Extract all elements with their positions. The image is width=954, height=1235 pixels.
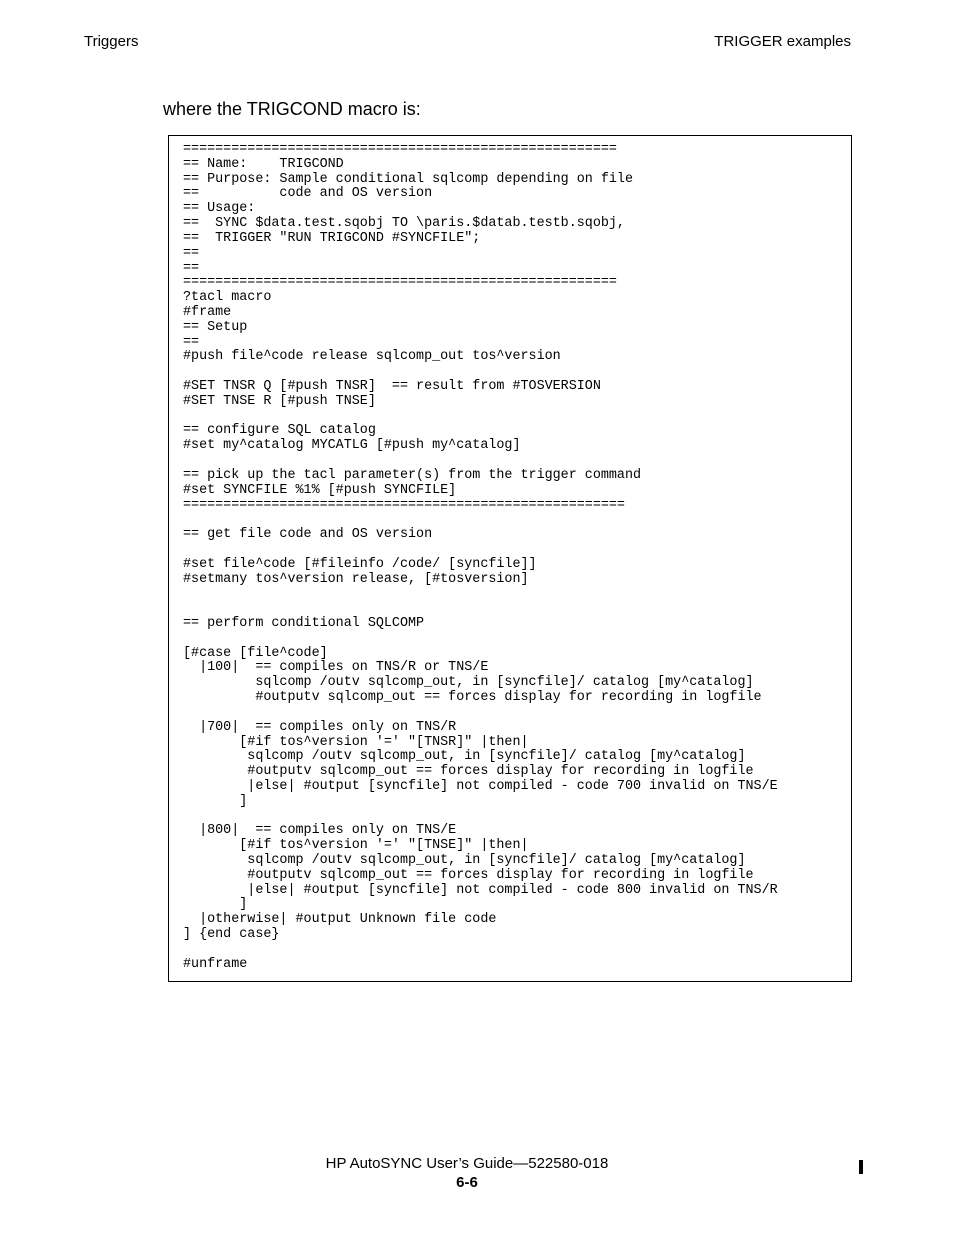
code-line: [#if tos^version '=' "[TNSE]" |then| <box>183 838 529 854</box>
code-line: #set my^catalog MYCATLG [#push my^catalog] <box>183 438 521 454</box>
code-line: == SYNC $data.test.sqobj TO \paris.$datab.testb.sqobj, <box>183 216 625 232</box>
running-header-topic: TRIGGER examples <box>714 33 851 50</box>
code-line: #unframe <box>183 956 248 972</box>
code-line: == get file code and OS version <box>183 527 433 543</box>
code-line: == Purpose: Sample conditional sqlcomp depending on file <box>183 171 633 187</box>
code-line: ====================================================== <box>183 275 617 291</box>
code-line: == pick up the tacl parameter(s) from the trigger command <box>183 467 642 483</box>
code-line: |otherwise| #output Unknown file code <box>183 912 497 928</box>
footer-page-number: 6-6 <box>456 1174 478 1191</box>
code-line: == Usage: <box>183 201 256 217</box>
code-line: == TRIGGER "RUN TRIGCOND #SYNCFILE"; <box>183 230 481 246</box>
code-line: sqlcomp /outv sqlcomp_out, in [syncfile]/ catalog [my^catalog] <box>183 675 754 691</box>
code-line: ======================================================= <box>183 497 625 513</box>
code-line: #set file^code [#fileinfo /code/ [syncfile]] <box>183 556 537 572</box>
code-line: == configure SQL catalog <box>183 423 376 439</box>
footer-guide-title: HP AutoSYNC User’s Guide—522580-018 <box>325 1155 609 1172</box>
code-line: #frame <box>183 304 232 320</box>
change-bar-marker <box>859 1160 863 1174</box>
code-line: == <box>183 260 200 276</box>
code-line: |700| == compiles only on TNS/R <box>183 719 457 735</box>
code-line: #outputv sqlcomp_out == forces display for recording in logfile <box>183 690 762 706</box>
code-line: |else| #output [syncfile] not compiled - code 800 invalid on TNS/R <box>183 882 778 898</box>
code-line: #outputv sqlcomp_out == forces display for recording in logfile <box>183 867 754 883</box>
code-line: == Name: TRIGCOND <box>183 156 344 172</box>
code-line: sqlcomp /outv sqlcomp_out, in [syncfile]/ catalog [my^catalog] <box>183 749 746 765</box>
code-listing <box>183 143 778 973</box>
code-line: #SET TNSE R [#push TNSE] <box>183 393 376 409</box>
code-line: [#case [file^code] <box>183 645 328 661</box>
running-header-section: Triggers <box>84 33 139 50</box>
code-line: #push file^code release sqlcomp_out tos^version <box>183 349 561 365</box>
code-line: ====================================================== <box>183 142 617 157</box>
code-line: == perform conditional SQLCOMP <box>183 616 425 631</box>
code-line: == <box>183 334 200 350</box>
code-line: ] <box>183 793 248 809</box>
code-line: #outputv sqlcomp_out == forces display for recording in logfile <box>183 764 754 780</box>
code-listing-box <box>168 135 852 982</box>
code-line: #setmany tos^version release, [#tosversion] <box>183 571 529 587</box>
code-line: ] <box>183 897 248 913</box>
code-line: #set SYNCFILE %1% [#push SYNCFILE] <box>183 482 457 498</box>
code-line: == <box>183 245 200 261</box>
code-line: == code and OS version <box>183 186 433 202</box>
code-line: == Setup <box>183 319 248 335</box>
code-line: [#if tos^version '=' "[TNSR]" |then| <box>183 734 529 750</box>
code-line: |800| == compiles only on TNS/E <box>183 823 457 839</box>
code-line: #SET TNSR Q [#push TNSR] == result from #TOSVERSION <box>183 379 601 394</box>
code-line: |100| == compiles on TNS/R or TNS/E <box>183 660 489 676</box>
code-line: |else| #output [syncfile] not compiled - code 700 invalid on TNS/E <box>183 778 778 794</box>
code-line: ?tacl macro <box>183 290 272 306</box>
code-line: ] {end case} <box>183 927 280 943</box>
intro-paragraph: where the TRIGCOND macro is: <box>163 99 421 119</box>
code-line: sqlcomp /outv sqlcomp_out, in [syncfile]/ catalog [my^catalog] <box>183 853 746 868</box>
